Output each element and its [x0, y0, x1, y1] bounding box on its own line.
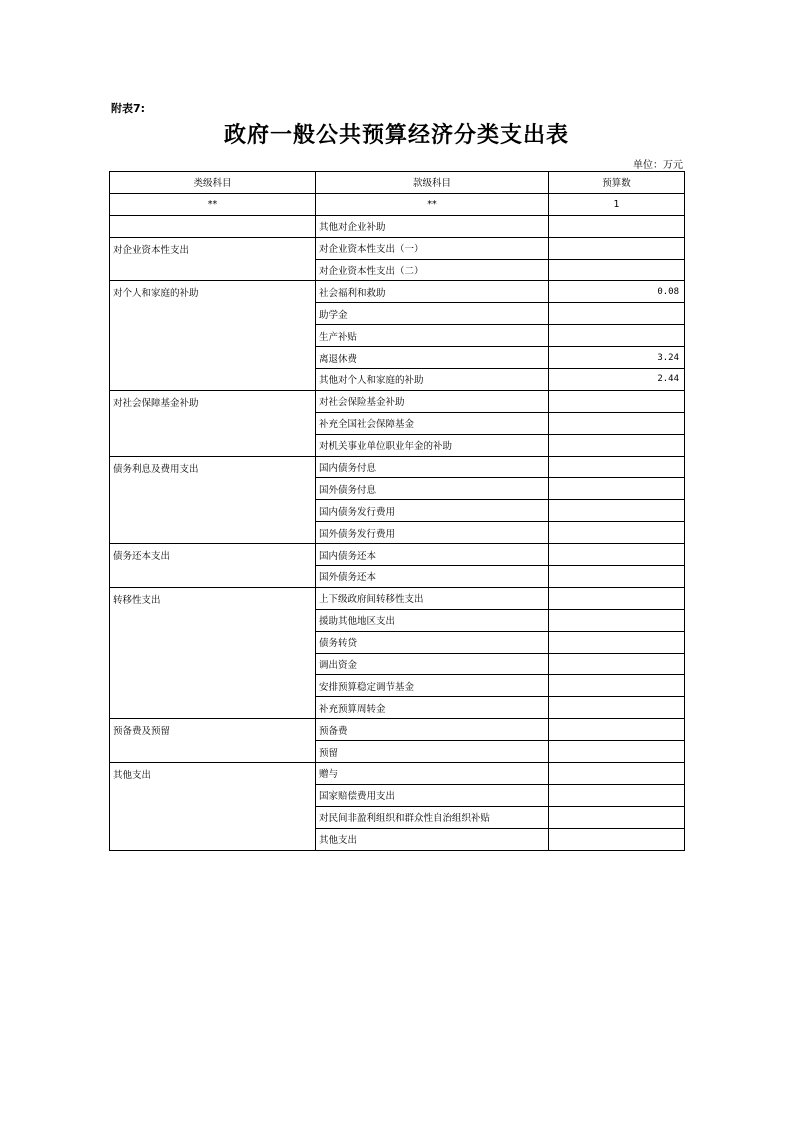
table-row: [110, 456, 685, 478]
page-title: 政府一般公共预算经济分类支出表: [223, 122, 569, 148]
item-cell: 对企业资本性支出（二）: [316, 259, 549, 281]
table-row: [110, 281, 685, 303]
value-cell: [549, 544, 685, 566]
header-category: 类级科目: [110, 172, 316, 194]
category-cell: 债务还本支出: [110, 544, 316, 588]
item-cell: 对民间非盈利组织和群众性自治组织补贴: [316, 806, 549, 828]
value-cell: [549, 653, 685, 675]
table-header-row: [110, 172, 685, 194]
value-cell: 3.24: [549, 347, 685, 369]
value-cell: 2.44: [549, 369, 685, 391]
category-cell: 对企业资本性支出: [110, 237, 316, 281]
value-cell: [549, 631, 685, 653]
table-row: [110, 763, 685, 785]
index-category: **: [110, 193, 316, 215]
item-cell: 国内债务付息: [316, 456, 549, 478]
item-cell: 国内债务还本: [316, 544, 549, 566]
item-cell: 对机关事业单位职业年金的补助: [316, 434, 549, 456]
index-row: [110, 193, 685, 215]
category-cell: 对社会保障基金补助: [110, 390, 316, 456]
item-cell: 赠与: [316, 763, 549, 785]
value-cell: [549, 697, 685, 719]
table-row: [110, 587, 685, 609]
value-cell: [549, 237, 685, 259]
category-cell: 对个人和家庭的补助: [110, 281, 316, 390]
value-cell: [549, 806, 685, 828]
table-row: [110, 215, 685, 237]
item-cell: 预备费: [316, 719, 549, 741]
value-cell: [549, 325, 685, 347]
item-cell: 生产补贴: [316, 325, 549, 347]
value-cell: [549, 566, 685, 588]
item-cell: 其他对个人和家庭的补助: [316, 369, 549, 391]
item-cell: 债务转贷: [316, 631, 549, 653]
item-cell: 国家赔偿费用支出: [316, 784, 549, 806]
value-cell: [549, 719, 685, 741]
value-cell: [549, 456, 685, 478]
value-cell: [549, 259, 685, 281]
item-cell: 预留: [316, 741, 549, 763]
value-cell: [549, 500, 685, 522]
item-cell: 助学金: [316, 303, 549, 325]
table-row: [110, 237, 685, 259]
header-budget: 预算数: [549, 172, 685, 194]
item-cell: 上下级政府间转移性支出: [316, 587, 549, 609]
value-cell: [549, 828, 685, 850]
item-cell: 其他支出: [316, 828, 549, 850]
category-cell: 预备费及预留: [110, 719, 316, 763]
value-cell: [549, 478, 685, 500]
value-cell: [549, 412, 685, 434]
item-cell: 其他对企业补助: [316, 215, 549, 237]
item-cell: 调出资金: [316, 653, 549, 675]
unit-label: 单位：万元: [633, 160, 683, 171]
value-cell: [549, 587, 685, 609]
expenditure-table: [109, 171, 685, 851]
value-cell: [549, 390, 685, 412]
table-row: [110, 390, 685, 412]
attachment-label: 附表7:: [111, 102, 146, 115]
item-cell: 补充全国社会保障基金: [316, 412, 549, 434]
item-cell: 国内债务发行费用: [316, 500, 549, 522]
item-cell: 离退休费: [316, 347, 549, 369]
category-cell: 其他支出: [110, 763, 316, 851]
index-item: **: [316, 193, 549, 215]
category-cell: [110, 215, 316, 237]
item-cell: 国外债务发行费用: [316, 522, 549, 544]
header-item: 款级科目: [316, 172, 549, 194]
value-cell: [549, 303, 685, 325]
category-cell: 债务利息及费用支出: [110, 456, 316, 544]
item-cell: 对企业资本性支出（一）: [316, 237, 549, 259]
item-cell: 对社会保险基金补助: [316, 390, 549, 412]
item-cell: 国外债务还本: [316, 566, 549, 588]
item-cell: 安排预算稳定调节基金: [316, 675, 549, 697]
item-cell: 援助其他地区支出: [316, 609, 549, 631]
value-cell: [549, 609, 685, 631]
item-cell: 国外债务付息: [316, 478, 549, 500]
value-cell: [549, 763, 685, 785]
value-cell: [549, 741, 685, 763]
value-cell: [549, 784, 685, 806]
item-cell: 社会福利和救助: [316, 281, 549, 303]
value-cell: [549, 215, 685, 237]
index-budget: 1: [549, 193, 685, 215]
value-cell: 0.08: [549, 281, 685, 303]
table-row: [110, 544, 685, 566]
value-cell: [549, 522, 685, 544]
value-cell: [549, 434, 685, 456]
item-cell: 补充预算周转金: [316, 697, 549, 719]
value-cell: [549, 675, 685, 697]
category-cell: 转移性支出: [110, 587, 316, 718]
table-row: [110, 719, 685, 741]
